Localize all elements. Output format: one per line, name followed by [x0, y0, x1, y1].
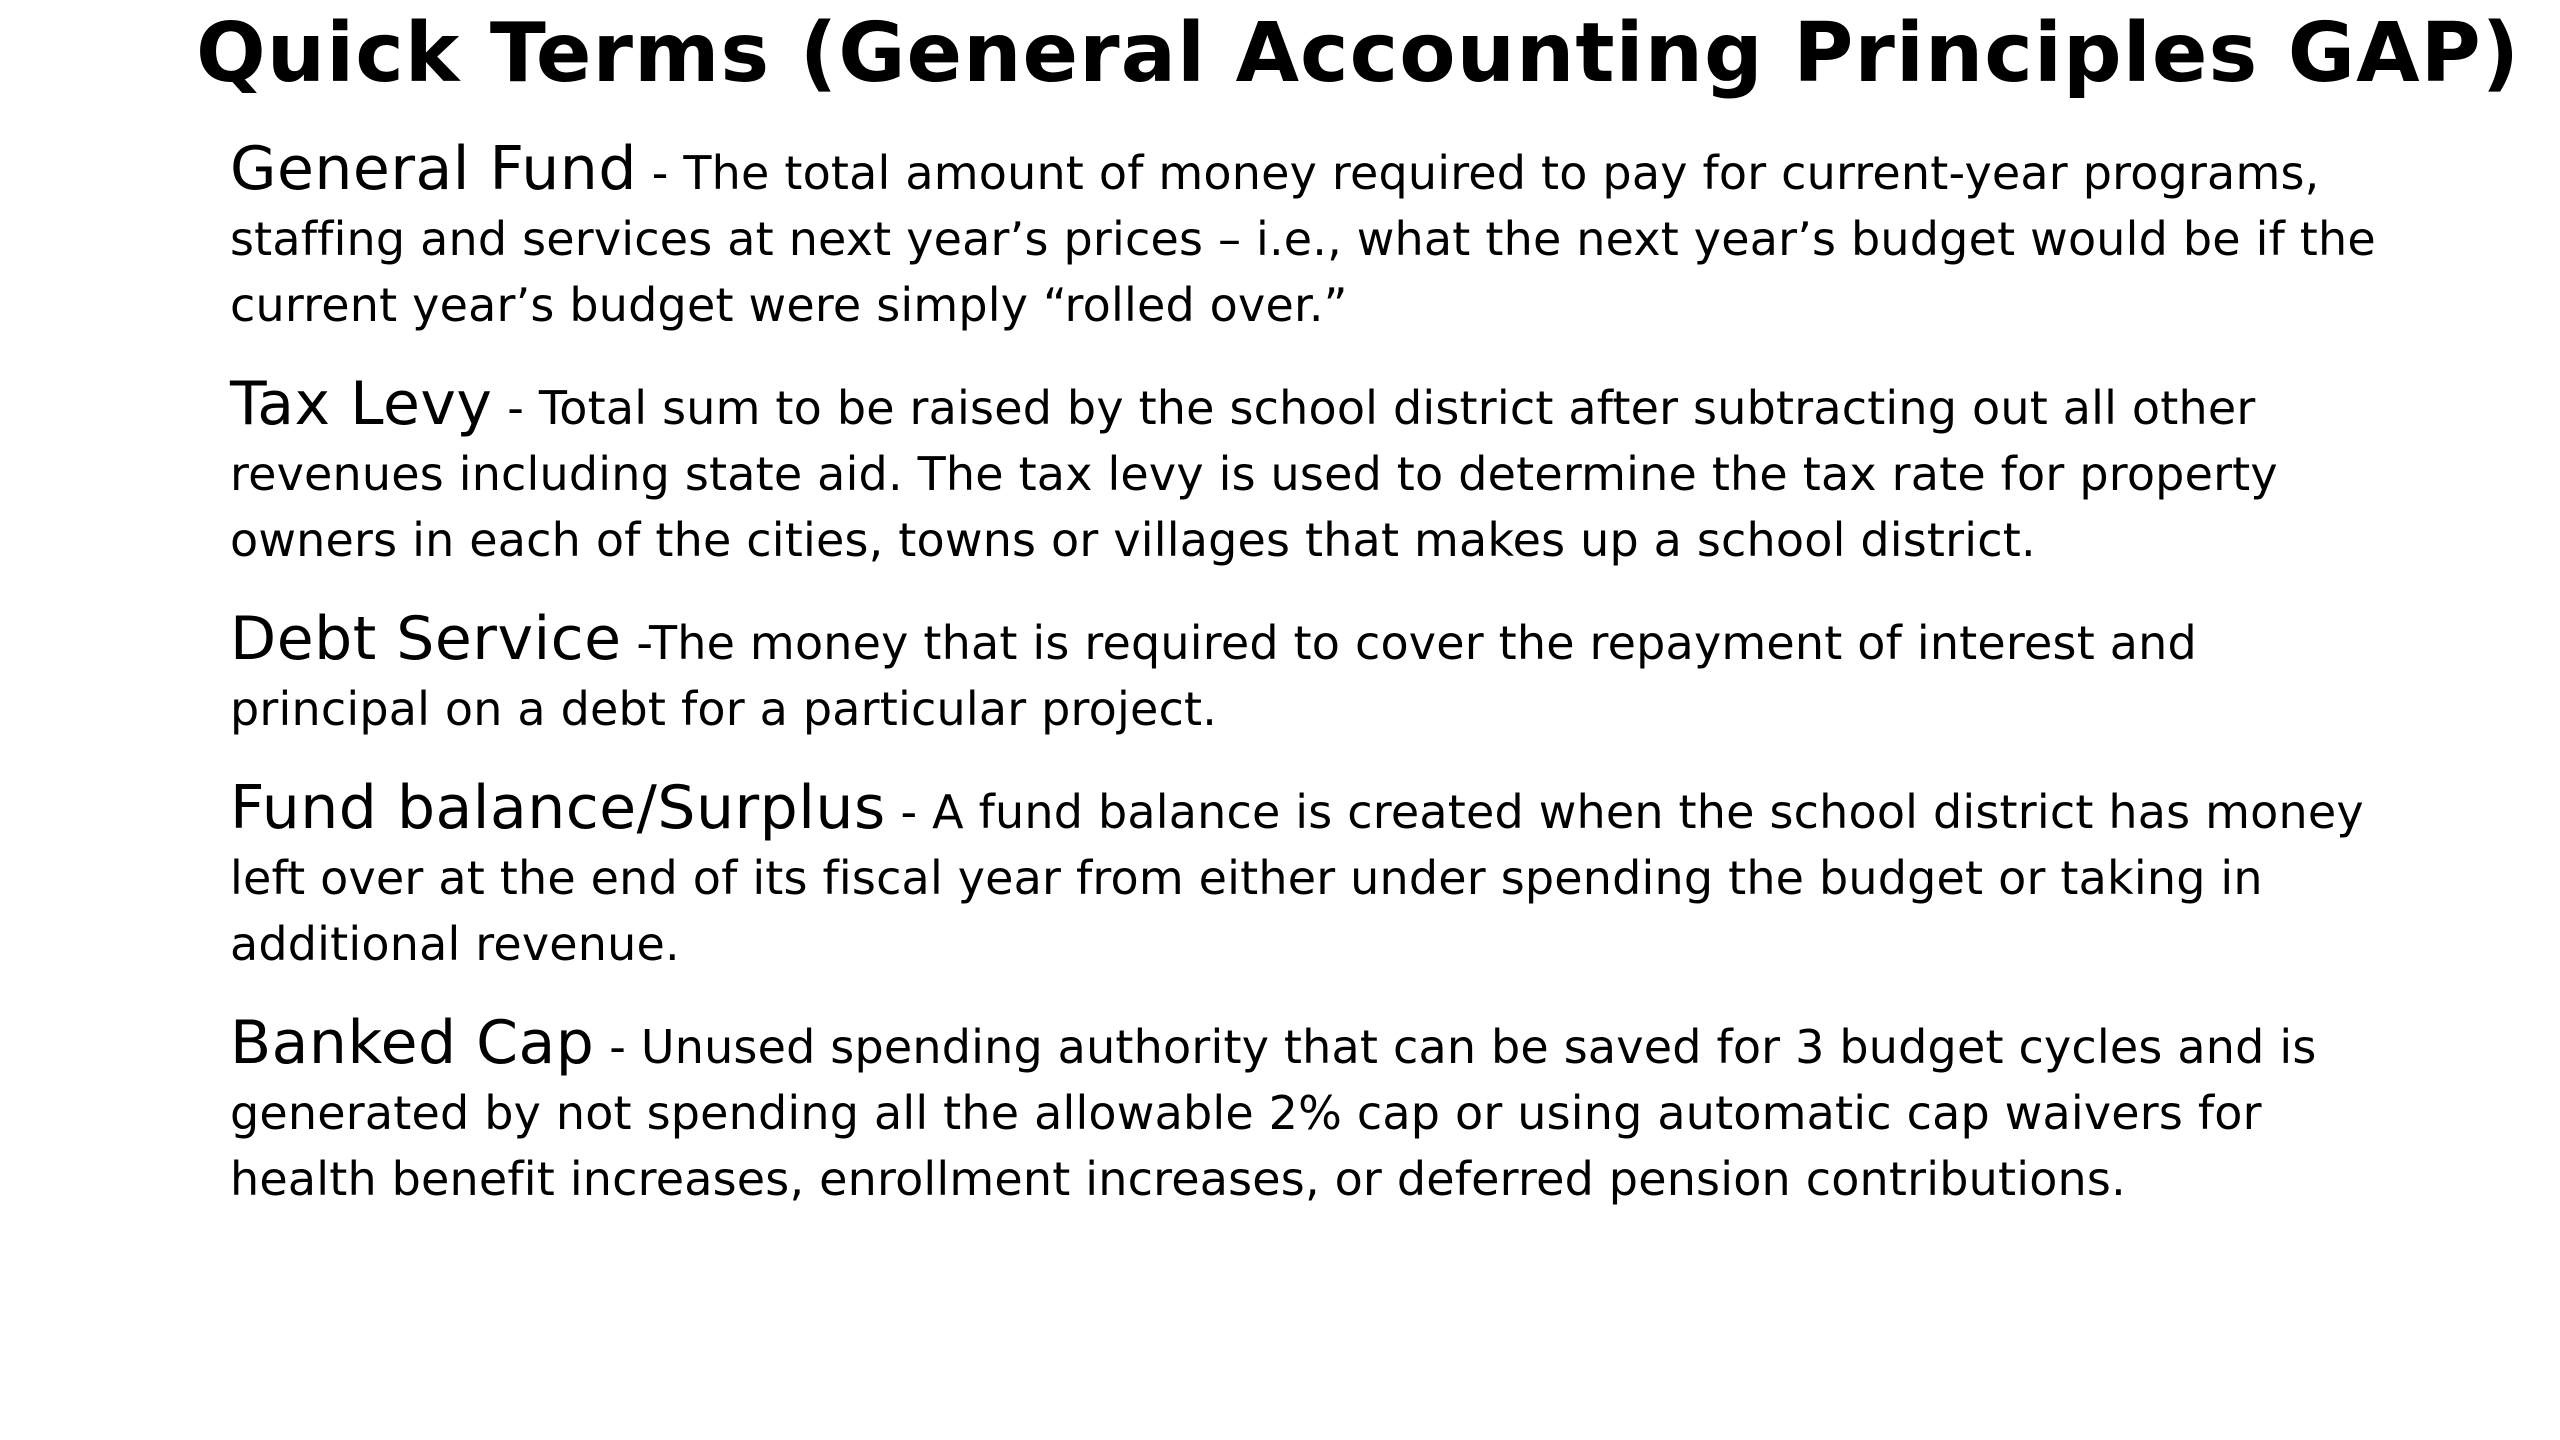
term-tax-levy	[230, 371, 2410, 573]
term-separator: -	[492, 381, 539, 435]
terms-list	[230, 136, 2410, 1245]
term-fund-balance-surplus	[230, 775, 2410, 977]
term-definition: The money that is required to cover the repayment of interest and principal on a debt for a particular project.	[230, 616, 2197, 736]
term-definition: Unused spending authority that can be saved for 3 budget cycles and is generated by not spending all the allowable 2% cap or using automatic cap waivers for health benefit increases, enrollment increases, or deferred pension contributions.	[230, 1020, 2317, 1206]
term-separator: -	[636, 146, 684, 200]
term-banked-cap	[230, 1010, 2410, 1212]
term-name: General Fund	[230, 134, 637, 204]
slide-title: Quick Terms (General Accounting Principles GAP)	[196, 6, 2521, 101]
term-separator: -	[885, 785, 933, 839]
term-separator: -	[621, 616, 649, 670]
term-name: Banked Cap	[230, 1008, 595, 1078]
term-name: Debt Service	[230, 604, 622, 674]
term-name: Fund balance/Surplus	[230, 773, 886, 843]
term-separator: -	[594, 1020, 641, 1074]
term-debt-service	[230, 606, 2410, 742]
term-definition: Total sum to be raised by the school district after subtracting out all other revenues including state aid. The tax levy is used to determine the tax rate for property owners in each of the cities, towns or villages that makes up a school district.	[230, 381, 2278, 567]
term-general-fund	[230, 136, 2410, 338]
term-name: Tax Levy	[230, 369, 493, 439]
term-definition: The total amount of money required to pay for current-year programs, staffing and services at next year’s prices – i.e., what the next year’s budget would be if the current year’s budget were simply “rolled over.”	[230, 146, 2376, 332]
term-definition: A fund balance is created when the school district has money left over at the end of its fiscal year from either under spending the budget or taking in additional revenue.	[230, 785, 2364, 971]
